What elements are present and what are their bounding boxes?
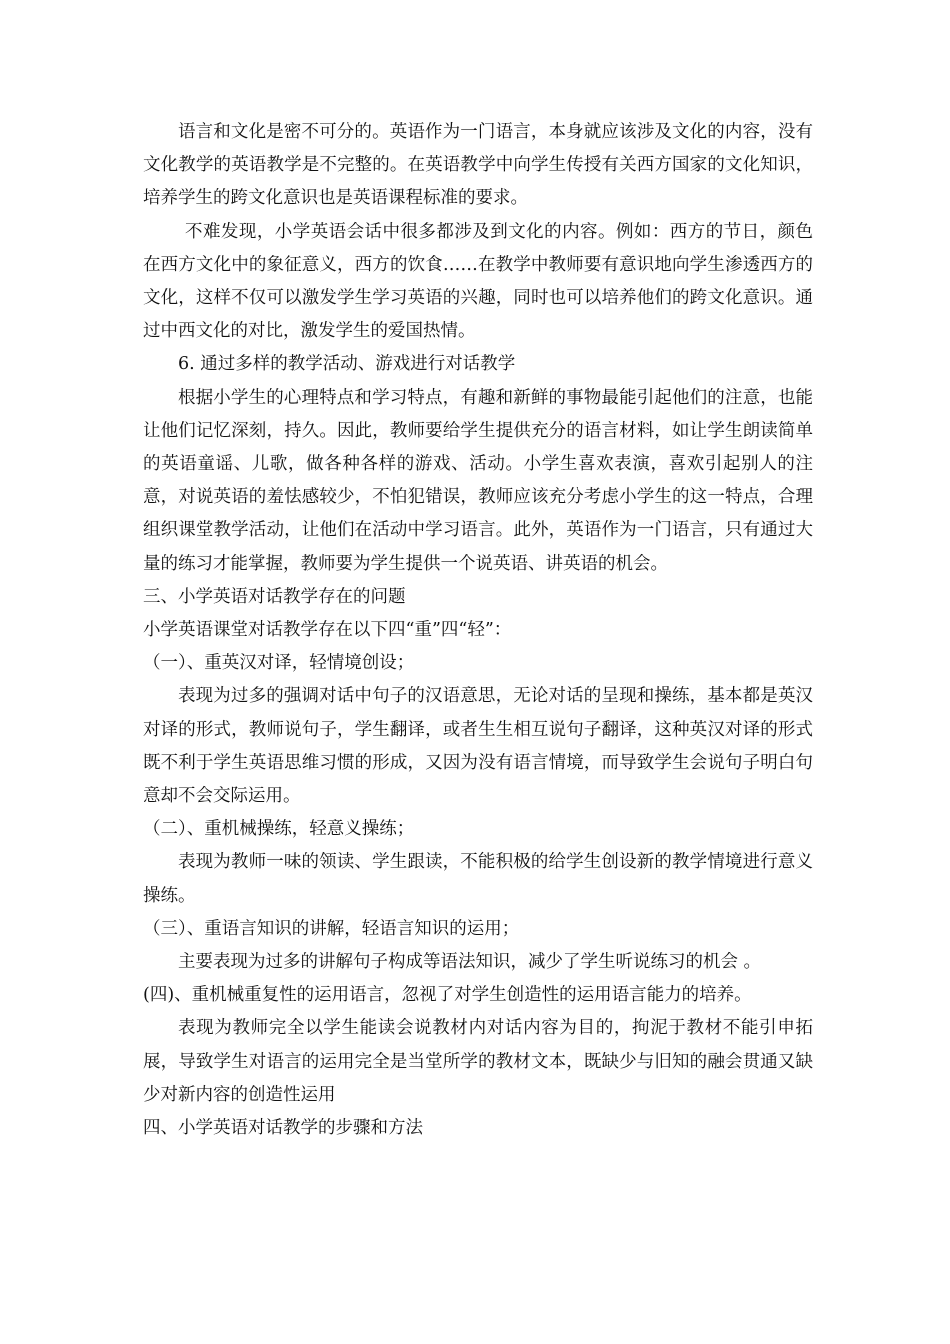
problem-heading-3: （三）、重语言知识的讲解，轻语言知识的运用； [143, 918, 520, 939]
problem-detail-4: 表现为教师完全以学生能读会说教材内对话内容为目的，拘泥于教材不能引申拓展，导致学生对语言的运用完全是当堂所学的教材文本，既缺少与旧知的融会贯通又缺少对新内容的创造性运用 [143, 1018, 813, 1105]
paragraph-culture: 语言和文化是密不可分的。英语作为一门语言，本身就应该涉及文化的内容，没有文化教学的英语教学是不完整的。在英语教学中向学生传授有关西方国家的文化知识，培养学生的跨文化意识也是英语课程标准的要求。 [143, 122, 813, 209]
paragraph-intro-problems: 小学英语课堂对话教学存在以下四“重”四“轻”： [143, 620, 512, 641]
problem-heading-4: (四)、重机械重复性的运用语言，忽视了对学生创造性的运用语言能力的培养。 [143, 985, 752, 1006]
section-heading-4: 四、小学英语对话教学的步骤和方法 [143, 1118, 423, 1139]
problem-heading-2: （二）、重机械操练，轻意义操练； [143, 819, 415, 840]
paragraph-culture-examples: 不难发现，小学英语会话中很多都涉及到文化的内容。例如：西方的节日，颜色在西方文化中的象征意义，西方的饮食……在教学中教师要有意识地向学生渗透西方的文化，这样不仅可以激发学生学习英语的兴趣，同时也可以培养他们的跨文化意识。通过中西文化的对比，激发学生的爱国热情。 [143, 221, 813, 342]
section-heading-3: 三、小学英语对话教学存在的问题 [143, 586, 406, 607]
problem-detail-2: 表现为教师一味的领读、学生跟读，不能积极的给学生创设新的教学情境进行意义操练。 [143, 852, 813, 906]
heading-point-6: 6. 通过多样的教学活动、游戏进行对话教学 [178, 354, 516, 375]
problem-detail-3: 主要表现为过多的讲解句子构成等语法知识，减少了学生听说练习的机会 。 [178, 952, 762, 973]
problem-detail-1: 表现为过多的强调对话中句子的汉语意思，无论对话的呈现和操练，基本都是英汉对译的形式，教师说句子，学生翻译，或者生生相互说句子翻译，这种英汉对译的形式既不利于学生英语思维习惯的形成，又因为没有语言情境，而导致学生会说句子明白句意却不会交际运用。 [143, 686, 813, 807]
document-body [143, 116, 813, 1145]
paragraph-activities: 根据小学生的心理特点和学习特点，有趣和新鲜的事物最能引起他们的注意，也能让他们记忆深刻，持久。因此，教师要给学生提供充分的语言材料，如让学生朗读简单的英语童谣、儿歌，做各种各样的游戏、活动。小学生喜欢表演，喜欢引起别人的注意，对说英语的羞怯感较少，不怕犯错误，教师应该充分考虑小学生的这一特点，合理组织课堂教学活动，让他们在活动中学习语言。此外，英语作为一门语言，只有通过大量的练习才能掌握，教师要为学生提供一个说英语、讲英语的机会。 [143, 387, 813, 574]
problem-heading-1: （一）、重英汉对译，轻情境创设； [143, 653, 415, 674]
